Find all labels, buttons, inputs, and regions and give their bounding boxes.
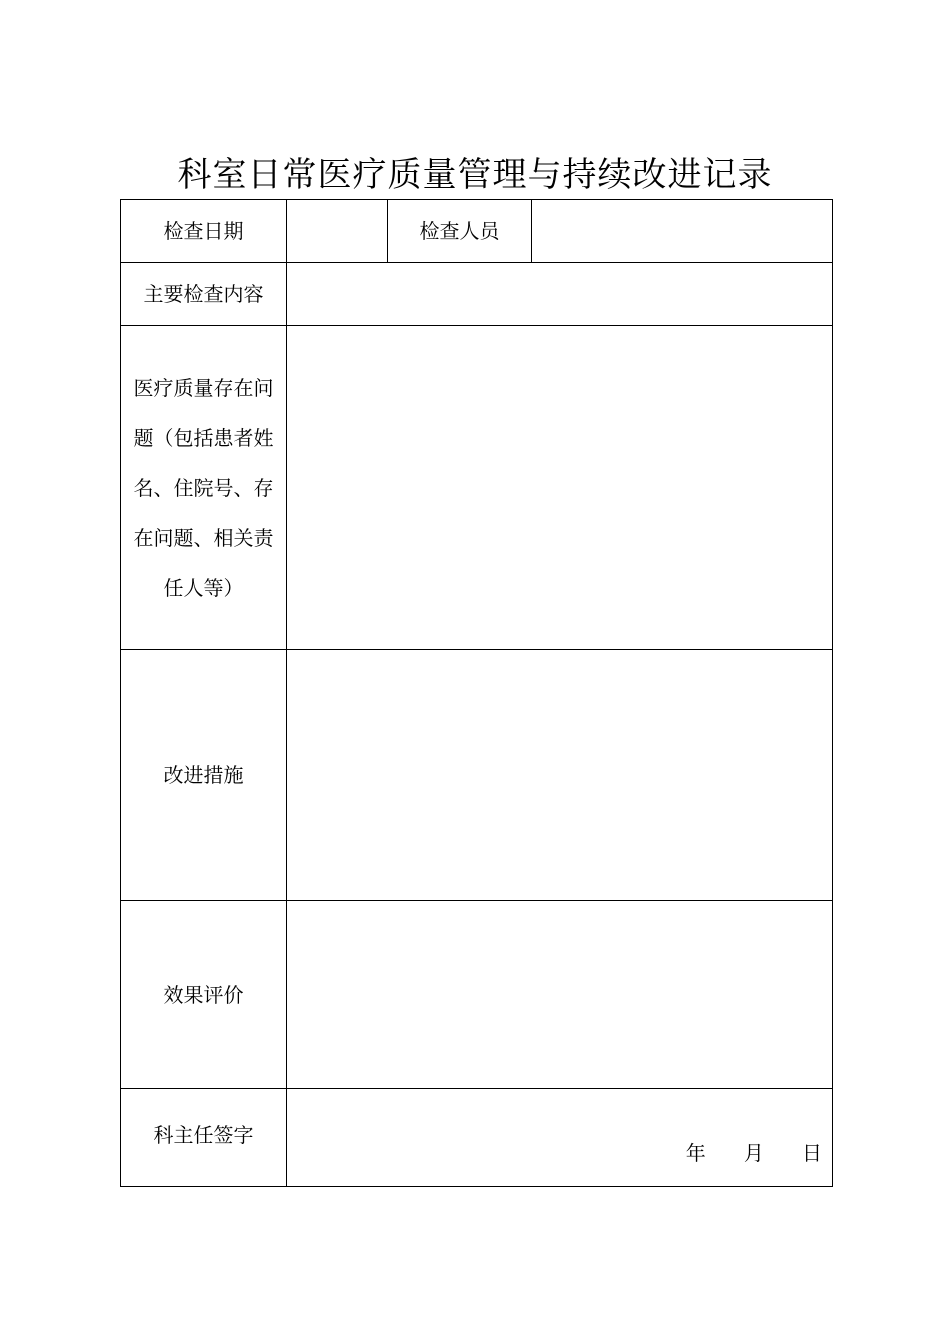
check-date-field[interactable] [287, 200, 388, 263]
date-month-label: 月 [743, 1141, 764, 1165]
issues-label-cell [121, 326, 287, 650]
evaluation-field[interactable] [287, 901, 833, 1089]
issues-field[interactable] [287, 326, 833, 650]
evaluation-label: 效果评价 [121, 901, 287, 1089]
date-day-label: 日 [802, 1141, 822, 1165]
row-signature [121, 1089, 833, 1187]
row-measures [121, 650, 833, 901]
measures-label: 改进措施 [121, 650, 287, 901]
row-issues [121, 326, 833, 650]
check-date-label: 检查日期 [121, 200, 287, 263]
main-content-field[interactable] [287, 263, 833, 326]
signature-field[interactable] [287, 1089, 833, 1187]
inspector-label: 检查人员 [388, 200, 532, 263]
row-evaluation [121, 901, 833, 1089]
main-content-label: 主要检查内容 [121, 263, 287, 326]
record-form-table [120, 199, 833, 1187]
date-year-label: 年 [685, 1141, 706, 1165]
issues-label: 医疗质量存在问题（包括患者姓名、住院号、存在问题、相关责任人等） [133, 375, 274, 600]
measures-field[interactable] [287, 650, 833, 901]
page-title: 科室日常医疗质量管理与持续改进记录 [177, 155, 773, 195]
inspector-field[interactable] [532, 200, 833, 263]
row-check-date [121, 200, 833, 263]
row-main-content [121, 263, 833, 326]
signature-label: 科主任签字 [121, 1089, 287, 1187]
date-line [686, 1140, 822, 1166]
